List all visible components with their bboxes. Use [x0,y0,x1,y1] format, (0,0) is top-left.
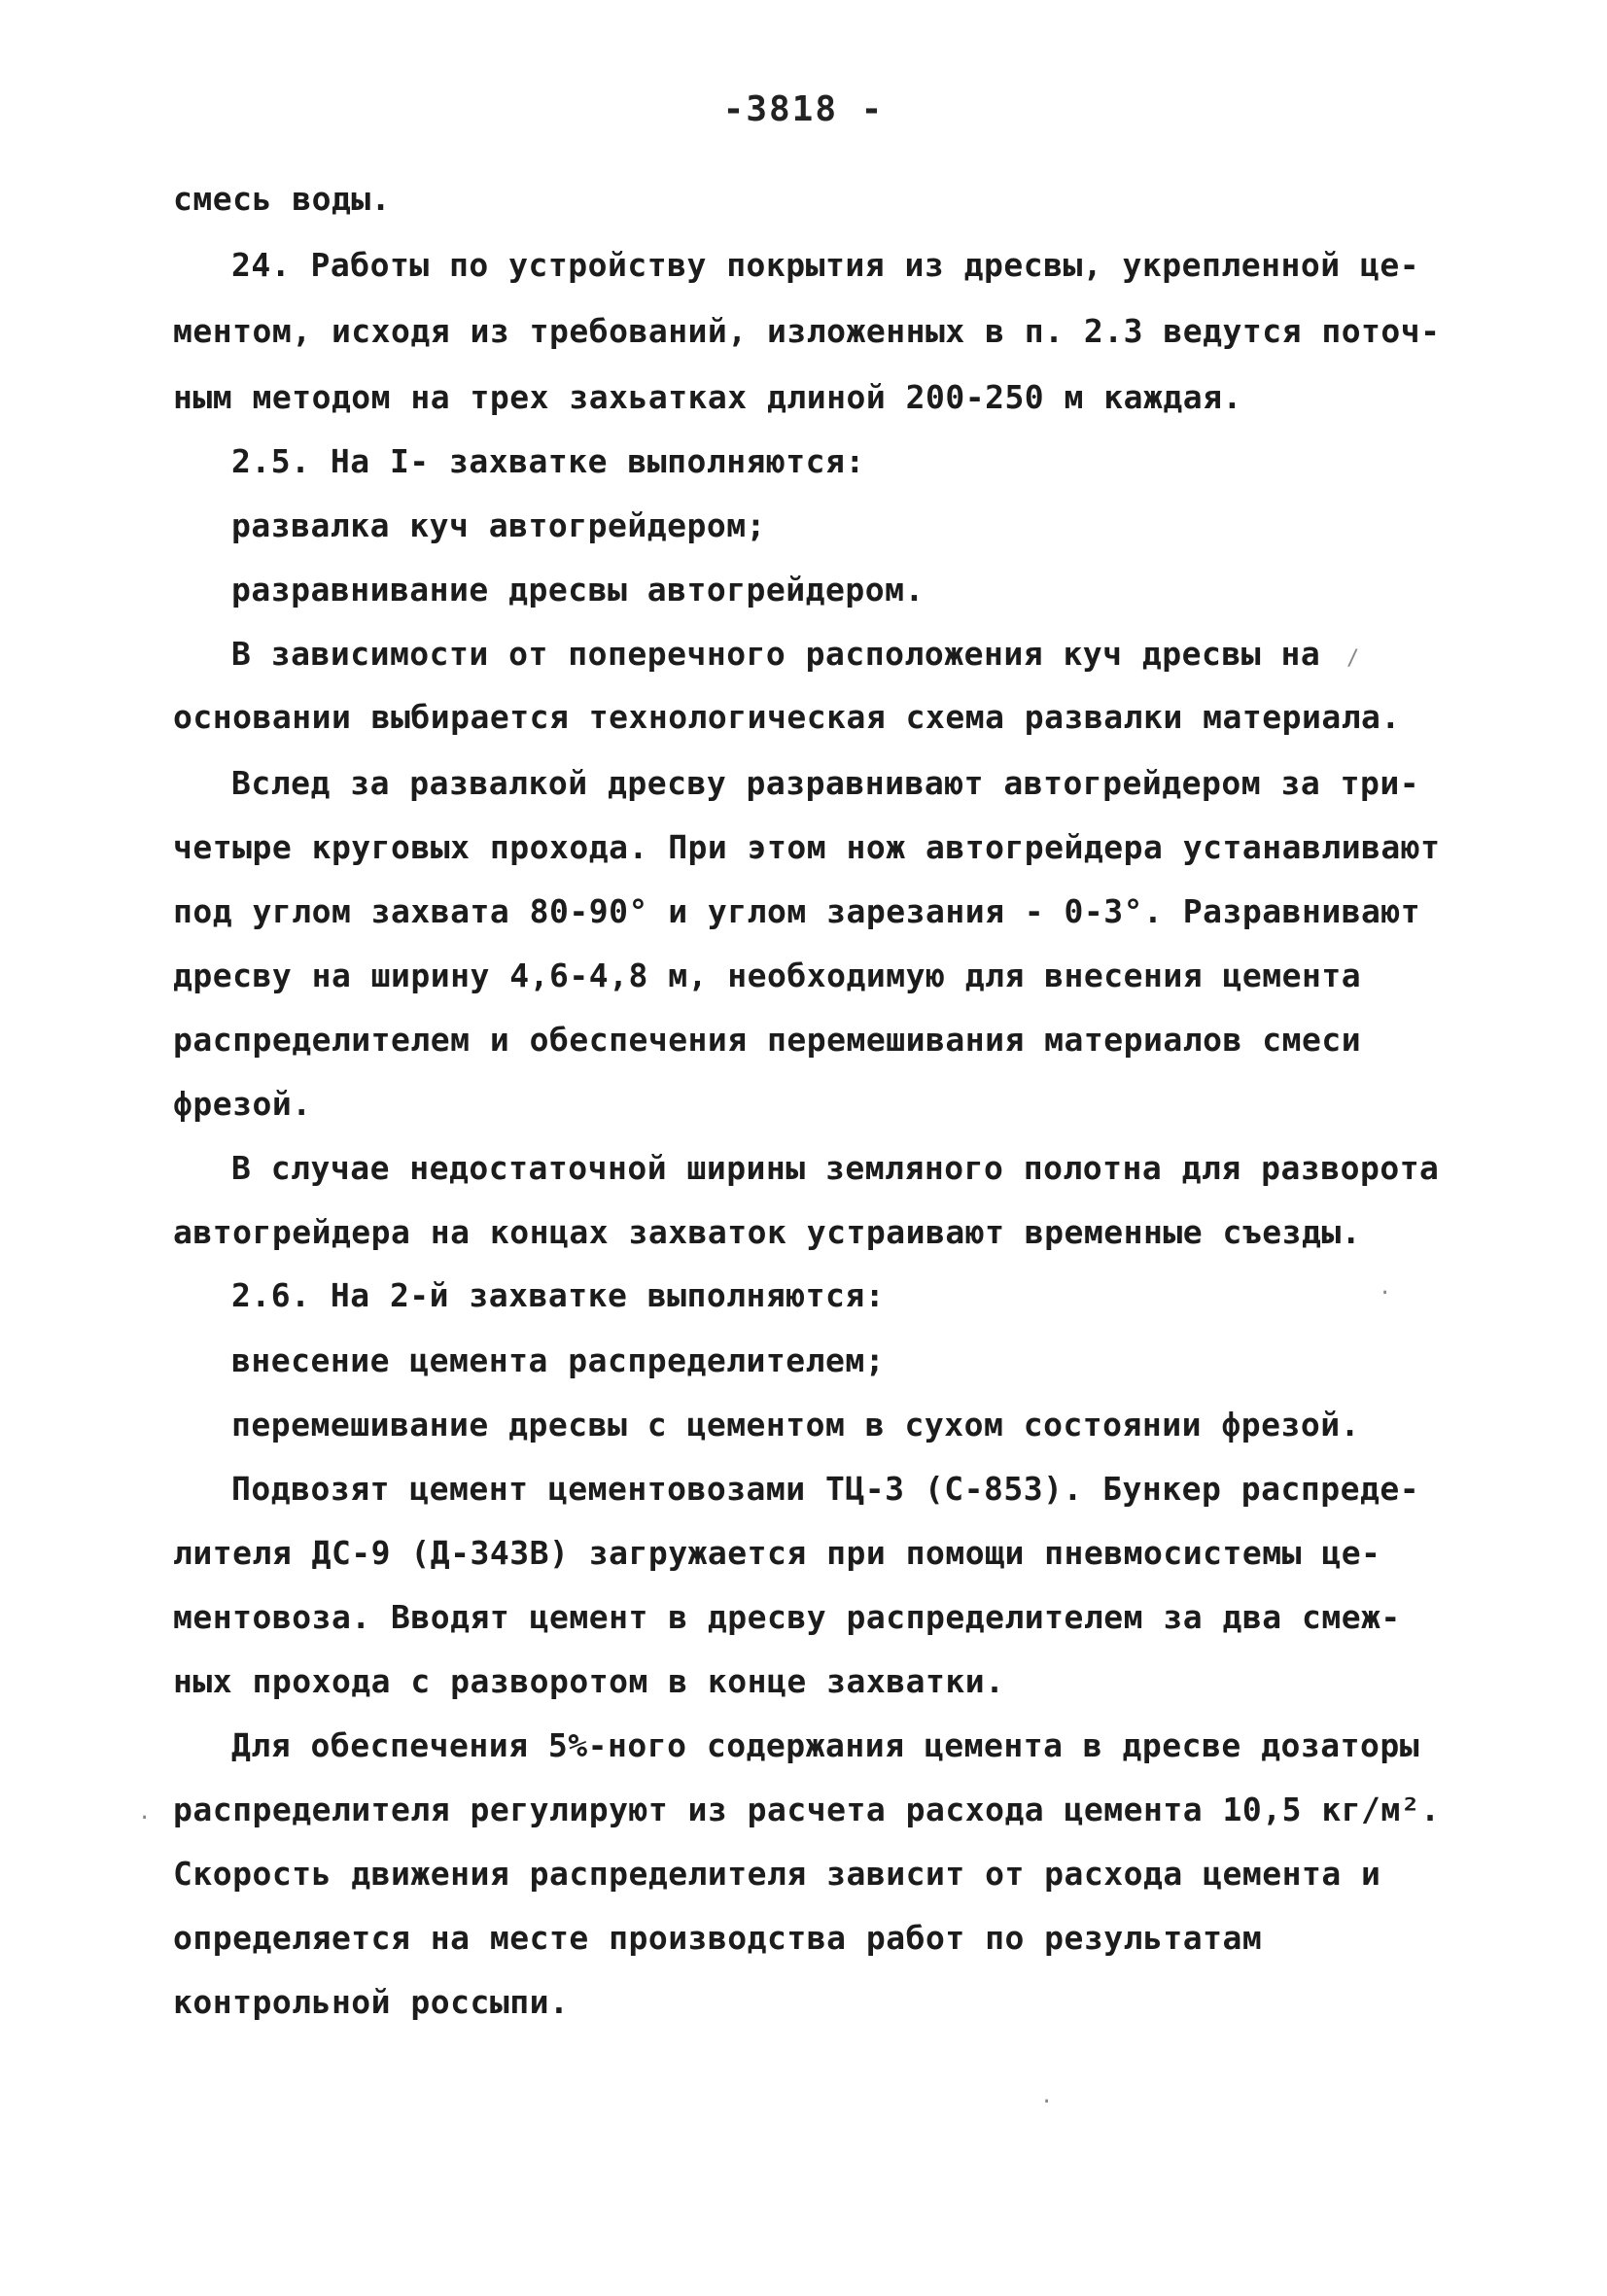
text-line: перемешивание дресвы с цементом в сухом состоянии фрезой. [231,1406,1360,1444]
text-line: под углом захвата 80-90° и углом зарезания - 0-3°. Разравнивают [173,892,1421,930]
text-line: 2.6. На 2-й захватке выполняются: [231,1276,886,1314]
text-line: фрезой. [173,1085,312,1123]
text-line: Для обеспечения 5%-ного содержания цемента в дресве дозаторы [231,1726,1420,1764]
text-line: ным методом на трех захьатках длиной 200-250 м каждая. [173,378,1242,416]
page-number: -3818 - [722,89,885,129]
text-line: автогрейдера на концах захваток устраивают временные съезды. [173,1213,1362,1251]
text-line: распределителя регулируют из расчета расхода цемента 10,5 кг/м². [173,1791,1441,1828]
scan-speck: · [1379,1281,1392,1305]
text-line: ных прохода с разворотом в конце захватки. [173,1662,1005,1700]
text-line: Скорость движения распределителя зависит от расхода цемента и [173,1855,1381,1893]
text-line: определяется на месте производства работ по результатам [173,1919,1263,1957]
text-line: В случае недостаточной ширины земляного полотна для разворота [231,1149,1440,1187]
text-line: Вслед за развалкой дресву разравнивают автогрейдером за три- [231,764,1420,802]
text-line: ментом, исходя из требований, изложенных в п. 2.3 ведутся поточ- [173,312,1441,350]
text-line: контрольной россыпи. [173,1983,570,2021]
text-line: внесение цемента распределителем; [231,1341,886,1379]
text-line: лителя ДС-9 (Д-343В) загружается при помощи пневмосистемы це- [173,1534,1381,1572]
text-line: четыре круговых прохода. При этом нож автогрейдера устанавливают [173,828,1441,866]
text-line: дресву на ширину 4,6-4,8 м, необходимую для внесения цемента [173,957,1362,994]
text-line: распределителем и обеспечения перемешивания материалов смеси [173,1021,1362,1059]
scan-speck: / [1346,646,1360,671]
scan-speck: · [138,1806,152,1830]
scan-speck: · [1040,2090,1054,2114]
text-line: смесь воды. [173,180,392,218]
text-line: разравнивание дресвы автогрейдером. [231,571,925,609]
text-line: 2.5. На I- захватке выполняются: [231,442,865,480]
text-line: основании выбирается технологическая схема развалки материала. [173,698,1401,736]
text-line: Подвозят цемент цементовозами ТЦ-3 (С-853). Бункер распреде- [231,1470,1420,1508]
text-line: развалка куч автогрейдером; [231,506,766,544]
text-line: 24. Работы по устройству покрытия из дресвы, укрепленной це- [231,246,1420,284]
text-line: В зависимости от поперечного расположения куч дресвы на [231,635,1321,673]
text-line: ментовоза. Вводят цемент в дресву распределителем за два смеж- [173,1598,1401,1636]
